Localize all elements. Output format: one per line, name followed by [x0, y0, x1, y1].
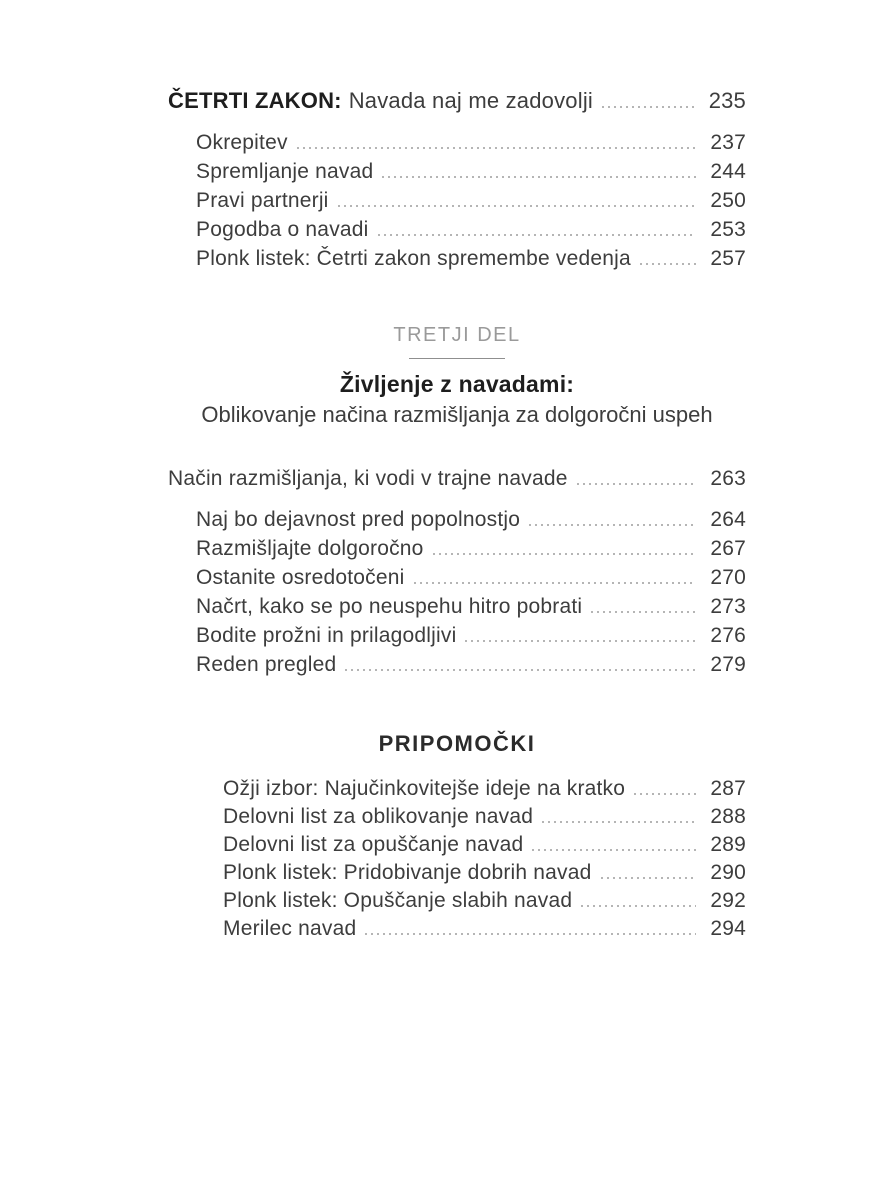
dot-leader [601, 877, 696, 879]
dot-leader [465, 640, 696, 642]
toc-entry [168, 650, 746, 679]
toc-entry [168, 859, 746, 887]
dot-leader [382, 176, 696, 178]
toc-entry [168, 186, 746, 215]
dot-leader [529, 524, 696, 526]
toc-page-number: 290 [710, 861, 746, 884]
dot-leader [532, 849, 696, 851]
dot-leader [433, 553, 696, 555]
toc-page-number: 264 [710, 508, 746, 531]
chapter-law-name: ČETRTI ZAKON: [168, 88, 342, 113]
toc-entry [168, 534, 746, 563]
toc-page-number: 270 [710, 566, 746, 589]
chapter-law-subtitle: Navada naj me zadovolji [348, 88, 593, 113]
toc-page-number: 263 [710, 467, 746, 490]
toc-entry-label [168, 86, 593, 116]
toc-page-number: 257 [710, 247, 746, 270]
toc-entry [168, 563, 746, 592]
dot-leader [414, 582, 697, 584]
part-subtitle: Oblikovanje načina razmišljanja za dolgoročni uspeh [201, 402, 713, 427]
toc-page-number: 237 [710, 131, 746, 154]
dot-leader [634, 793, 696, 795]
toc-entry-label: Delovni list za opuščanje navad [223, 833, 524, 856]
toc-entry [168, 592, 746, 621]
toc-page-number: 289 [710, 833, 746, 856]
toc-entry [168, 803, 746, 831]
toc-entry-label: Merilec navad [223, 917, 357, 940]
toc-page-number: 250 [710, 189, 746, 212]
toc-entry-label: Bodite prožni in prilagodljivi [196, 624, 457, 647]
toc-entry-label: Reden pregled [196, 653, 337, 676]
dot-leader [591, 611, 696, 613]
toc-entry [168, 128, 746, 157]
toc-entry-mindset [168, 464, 746, 493]
toc-page-number: 294 [710, 917, 746, 940]
toc-entry-label: Pravi partnerji [196, 189, 329, 212]
toc-entry-label: Načrt, kako se po neuspehu hitro pobrati [196, 595, 583, 618]
part-divider [168, 321, 746, 359]
dot-leader [297, 147, 696, 149]
toc-entry-label: Plonk listek: Četrti zakon spremembe vedenja [196, 247, 631, 270]
toc-entry [168, 215, 746, 244]
toc-page-number: 253 [710, 218, 746, 241]
toc-entry [168, 915, 746, 943]
toc-entry [168, 244, 746, 273]
toc-entry-fourth-law [168, 86, 746, 116]
part-title: Življenje z navadami: [339, 371, 575, 397]
dot-leader [602, 106, 696, 108]
toc-page-number: 288 [710, 805, 746, 828]
dot-leader [640, 263, 696, 265]
toc-entry-label: Pogodba o navadi [196, 218, 369, 241]
toc-entry-label: Razmišljajte dolgoročno [196, 537, 424, 560]
toc-group-mindset [168, 505, 746, 679]
toc-entry [168, 887, 746, 915]
toc-entry [168, 621, 746, 650]
toc-entry [168, 775, 746, 803]
toc-page-number: 276 [710, 624, 746, 647]
toc-page-number: 287 [710, 777, 746, 800]
appendix-heading: PRIPOMOČKI [378, 731, 536, 756]
toc-entry-label: Delovni list za oblikovanje navad [223, 805, 534, 828]
toc-entry-label: Plonk listek: Pridobivanje dobrih navad [223, 861, 592, 884]
toc-entry [168, 831, 746, 859]
dot-leader [577, 483, 696, 485]
toc-entry-label: Okrepitev [196, 131, 288, 154]
dot-leader [542, 821, 696, 823]
toc-entry-label: Plonk listek: Opuščanje slabih navad [223, 889, 573, 912]
toc-group-appendix [168, 775, 746, 943]
toc-page-number: 235 [708, 88, 746, 113]
toc-page-number: 279 [710, 653, 746, 676]
part-kicker: TRETJI DEL [393, 321, 520, 359]
toc-group-fourth-law [168, 128, 746, 273]
dot-leader [365, 933, 696, 935]
toc-page-number: 273 [710, 595, 746, 618]
dot-leader [378, 234, 696, 236]
toc-entry [168, 505, 746, 534]
toc-entry-label: Način razmišljanja, ki vodi v trajne navade [168, 467, 568, 490]
toc-page-number: 292 [710, 889, 746, 912]
dot-leader [338, 205, 696, 207]
dot-leader [581, 905, 696, 907]
toc-entry-label: Naj bo dejavnost pred popolnostjo [196, 508, 521, 531]
toc-entry-label: Ožji izbor: Najučinkovitejše ideje na kratko [223, 777, 626, 800]
dot-leader [345, 669, 696, 671]
toc-page-number: 244 [710, 160, 746, 183]
toc-entry-label: Spremljanje navad [196, 160, 374, 183]
toc-page-number: 267 [710, 537, 746, 560]
toc-entry [168, 157, 746, 186]
toc-entry-label: Ostanite osredotočeni [196, 566, 405, 589]
